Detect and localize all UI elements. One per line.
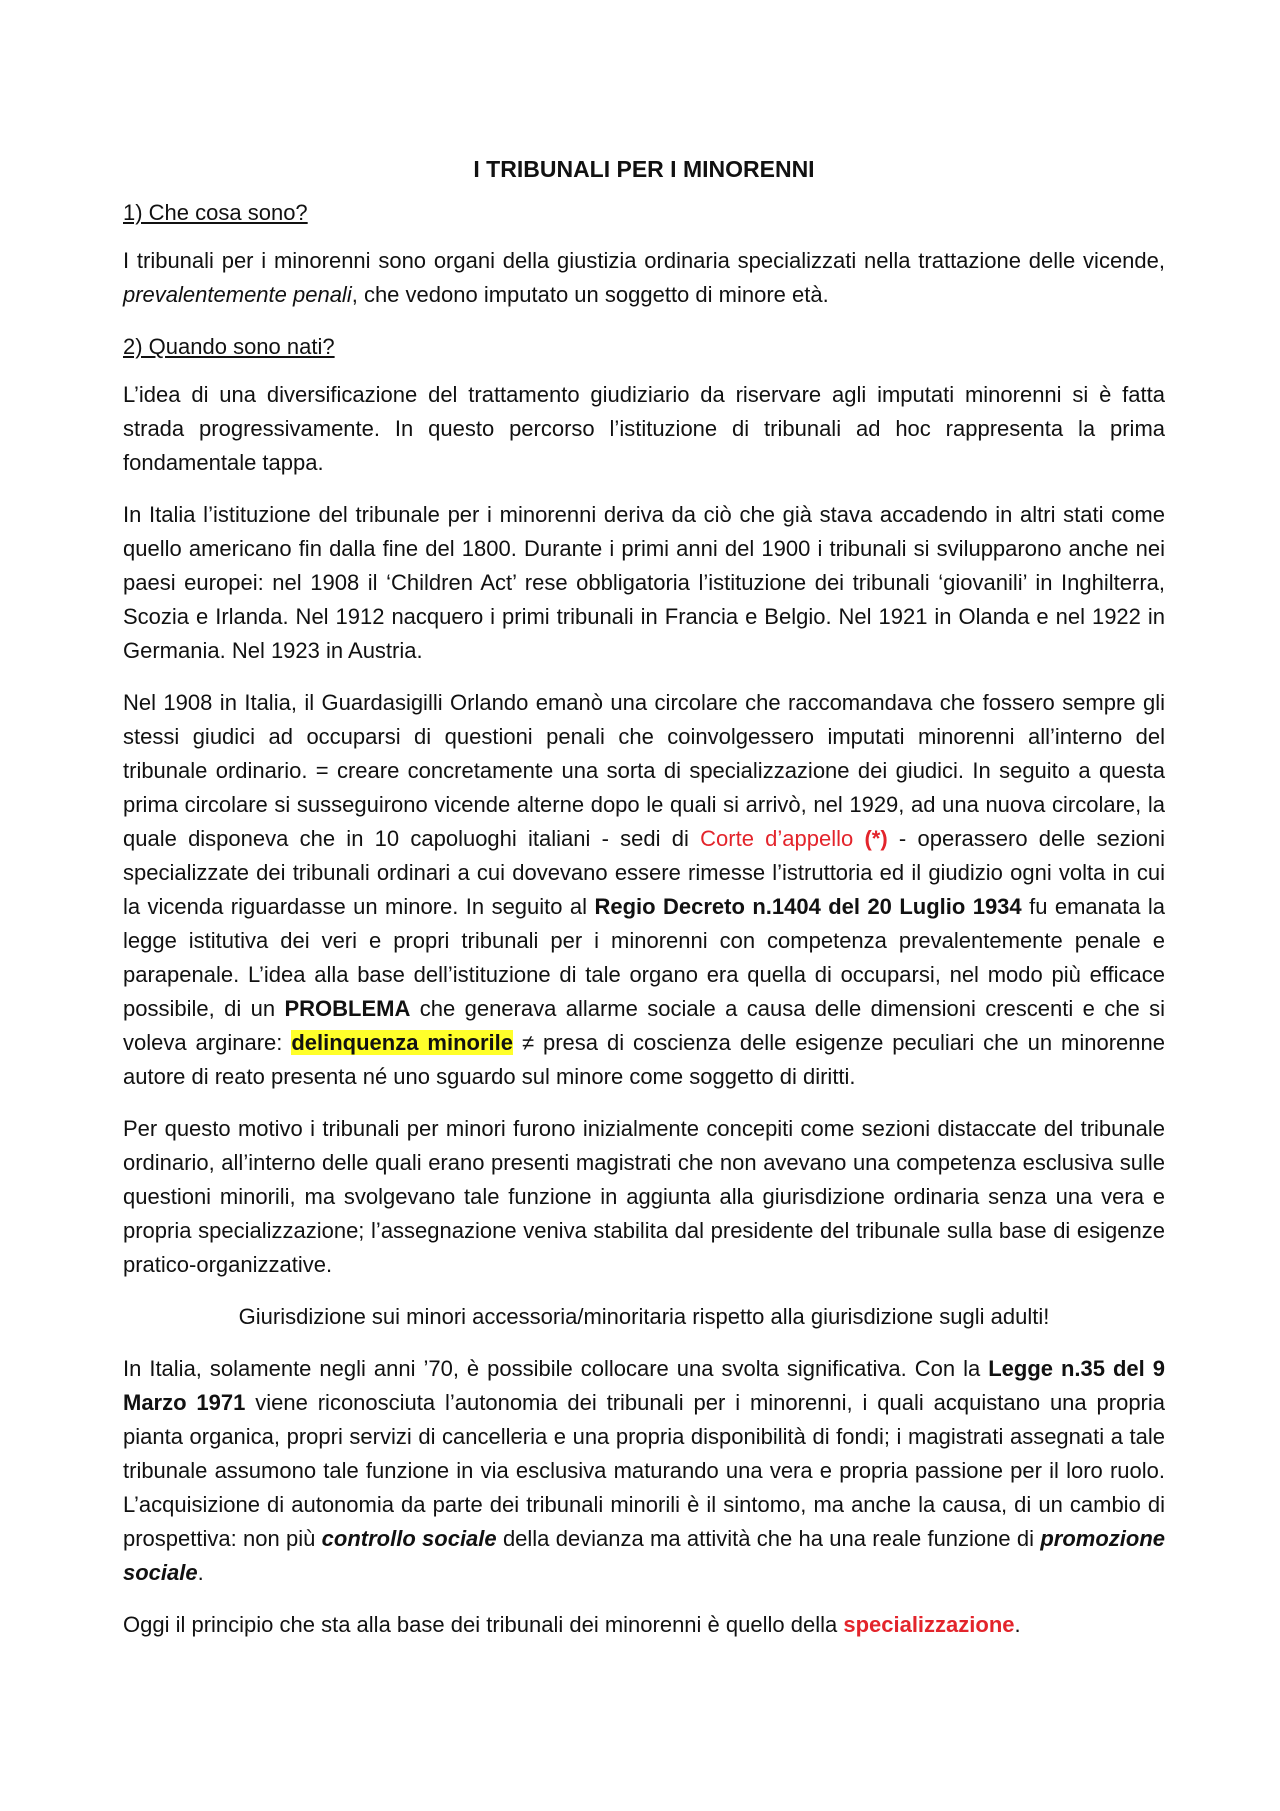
text-run: I tribunali per i minorenni sono organi della giustizia ordinaria specializzati nella trattazione delle vicende, — [123, 248, 1165, 273]
footnote-marker: (*) — [864, 826, 888, 851]
paragraph-italy-1908 — [123, 686, 1165, 1094]
bold-red-specializzazione: specializzazione — [843, 1612, 1015, 1637]
text-run: della devianza ma attività che ha una reale funzione di — [496, 1526, 1041, 1551]
text-run: viene riconosciuta l’autonomia dei tribunali per i minorenni, i quali acquistano una propria pianta organica, propri servizi di cancelleria e una propria disponibilità di fondi; i magistrati assegnati a tale tribunale assumono tale funzione in via esclusiva maturando una vera e propria passione per il loro ruolo. L’acquisizione di autonomia da parte dei tribunali minorili è il sintomo, ma anche la causa, di un cambio di prospettiva: non più — [123, 1390, 1166, 1551]
text-run: fu emanata la legge istitutiva dei veri e propri tribunali per i minorenni con competenza prevalentemente penale e parapenale. L’idea alla base dell’istituzione di tale organo era quella di occuparsi, nel modo più efficace possibile, di un — [123, 894, 1166, 1021]
text-run: Nel 1908 in Italia, il Guardasigilli Orlando emanò una circolare che raccomandava che fossero sempre gli stessi giudici ad occuparsi di questioni penali che coinvolgessero imputati minorenni all’interno del tribunale ordinario. = creare concretamente una sorta di specializzazione dei giudici. In seguito a questa prima circolare si susseguirono vicende alterne dopo le quali si arrivò, nel 1929, ad una nuova circolare, la quale disponeva che in 10 capoluoghi italiani - sedi di — [123, 690, 1165, 851]
paragraph-sezioni-distaccate: Per questo motivo i tribunali per minori furono inizialmente concepiti come sezioni distaccate del tribunale ordinario, all’interno delle quali erano presenti magistrati che non avevano una competenza esclusiva sulle questioni minorili, ma svolgevano tale funzione in aggiunta alla giurisdizione ordinaria senza una vera e propria specializzazione; l’assegnazione veniva stabilita dal presidente del tribunale sulla base di esigenze pratico-organizzative. — [123, 1116, 1165, 1277]
bold-problema: PROBLEMA — [284, 996, 411, 1021]
highlighted-delinquenza-minorile: delinquenza minorile — [291, 1030, 513, 1055]
text-run: . — [1014, 1612, 1021, 1637]
paragraph-definition — [123, 244, 1165, 312]
bold-italic-controllo-sociale: controllo sociale — [321, 1526, 497, 1551]
text-run: ≠ presa di coscienza delle esigenze peculiari che un minorenne autore di reato presenta né uno sguardo sul minore come soggetto di diritti. — [123, 1030, 1165, 1089]
bold-italic-promozione-sociale: promozione sociale — [123, 1526, 1166, 1585]
text-run: che generava allarme sociale a causa delle dimensioni crescenti e che si voleva arginare: — [123, 996, 1165, 1055]
paragraph-history: In Italia l’istituzione del tribunale per i minorenni deriva da ciò che già stava accadendo in altri stati come quello americano fin dalla fine del 1800. Durante i primi anni del 1900 i tribunali si svilupparono anche nei paesi europei: nel 1908 il ‘Children Act’ rese obbligatoria l’istituzione dei tribunali ‘giovanili’ in Inghilterra, Scozia e Irlanda. Nel 1912 nacquero i primi tribunali in Francia e Belgio. Nel 1921 in Olanda e nel 1922 in Germania. Nel 1923 in Austria. — [123, 502, 1165, 663]
text-run: Oggi il principio che sta alla base dei tribunali dei minorenni è quello della — [123, 1612, 844, 1637]
paragraph-idea: L’idea di una diversificazione del trattamento giudiziario da riservare agli imputati minorenni si è fatta strada progressivamente. In questo percorso l’istituzione di tribunali ad hoc rappresenta la prima fondamentale tappa. — [123, 382, 1165, 475]
paragraph-anni-70 — [123, 1352, 1165, 1590]
bold-legge-35: Legge n.35 del 9 Marzo 1971 — [123, 1356, 1165, 1415]
section-heading-quando-sono-nati: 2) Quando sono nati? — [123, 334, 335, 359]
bold-regio-decreto: Regio Decreto n.1404 del 20 Luglio 1934 — [594, 894, 1022, 919]
text-run: , che vedono imputato un soggetto di minore età. — [351, 282, 829, 307]
centered-note: Giurisdizione sui minori accessoria/minoritaria rispetto alla giurisdizione sugli adulti! — [238, 1304, 1050, 1329]
paragraph-oggi — [123, 1608, 1165, 1642]
text-run: . — [197, 1560, 204, 1585]
section-heading-che-cosa-sono: 1) Che cosa sono? — [123, 200, 308, 225]
document-title: I TRIBUNALI PER I MINORENNI — [473, 156, 815, 182]
corte-appello-red-text: Corte d’appello — [700, 826, 854, 851]
text-run: - operassero delle sezioni specializzate dei tribunali ordinari a cui dovevano essere rimesse l’istruttoria ed il giudizio ogni volta in cui la vicenda riguardasse un minore. In seguito al — [123, 826, 1165, 919]
text-run: In Italia, solamente negli anni ’70, è possibile collocare una svolta significativa. Con la — [123, 1356, 989, 1381]
italic-text: prevalentemente penali — [123, 282, 352, 307]
